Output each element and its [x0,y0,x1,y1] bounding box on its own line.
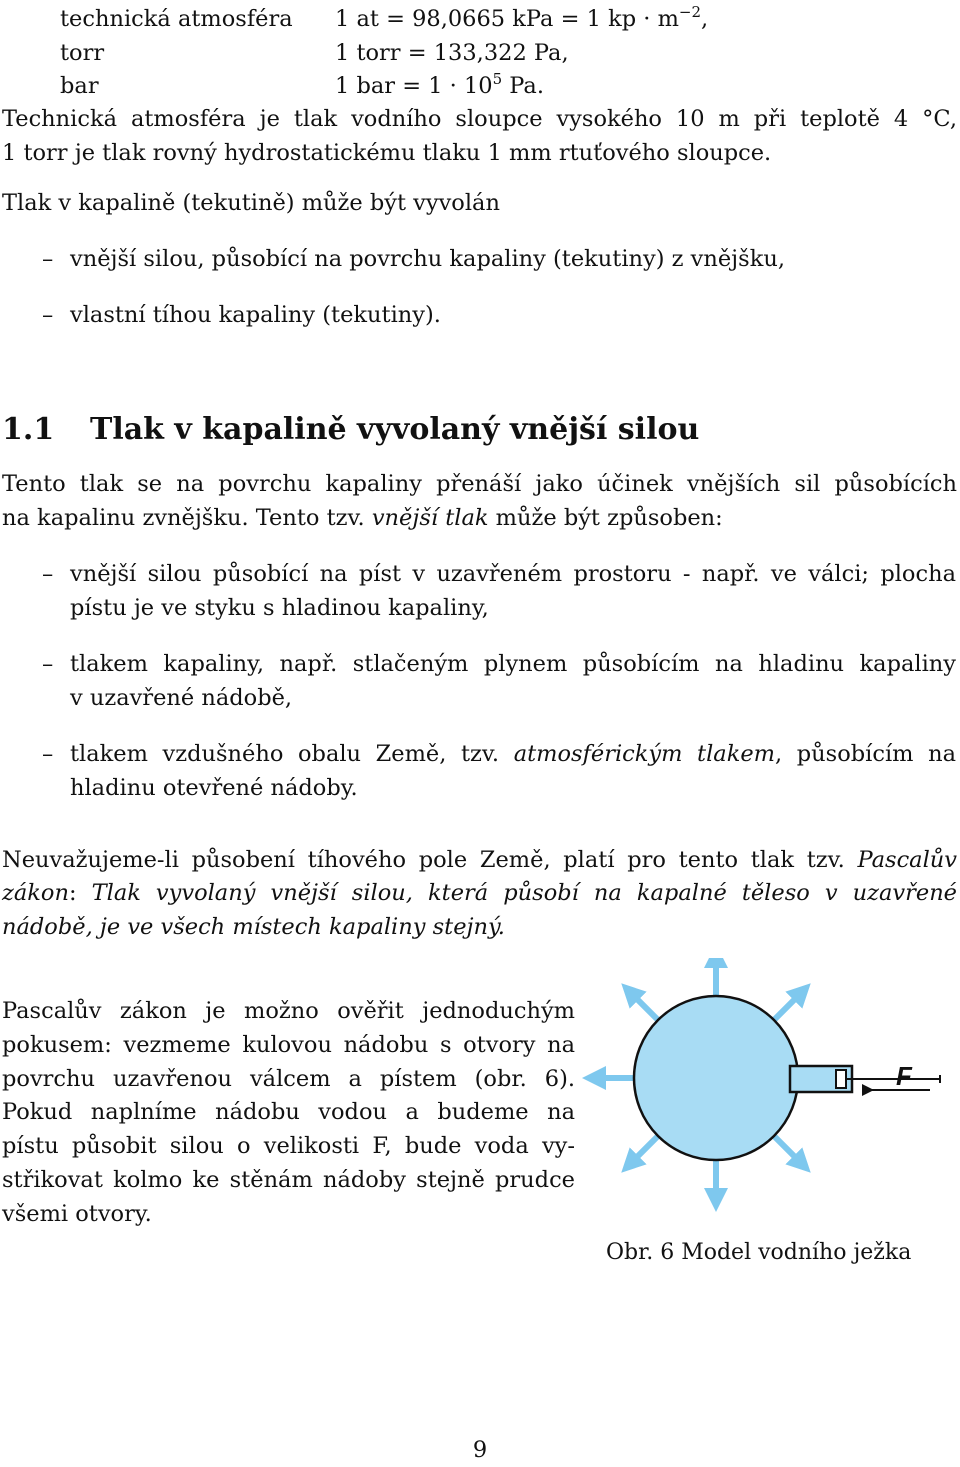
unit-value-technical-atmosphere: 1 at = 98,0665 kPa = 1 kp · $m^{-2}$, [335,3,709,32]
list-item: vlastní tíhou kapaliny (tekutiny). [70,302,441,328]
pascal-law-line: nádobě, je ve všech místech kapaliny stejný. [2,914,505,940]
intro-line: Technická atmosféra je tlak vodního sloupce vysokého 10 m při teplotě 4 °C, [2,106,957,132]
experiment-line: pístu působit silou o velikosti F, bude voda vy- [2,1133,575,1159]
list-dash: – [42,651,54,677]
section-lead-line: na kapalinu zvnějšku. Tento tzv. vnější tlak může být způsoben: [2,505,723,531]
list-item: tlakem kapaliny, např. stlačeným plynem působícím na hladinu kapaliny [70,651,956,677]
figure-caption: Obr. 6 Model vodního ježka [606,1240,912,1265]
section-heading [2,410,699,450]
experiment-line: Pokud naplníme nádobu vodou a budeme na [2,1099,575,1125]
unit-name-torr: torr [60,40,105,66]
list-dash: – [42,302,54,328]
unit-name-technical-atmosphere: technická atmosféra [60,6,293,32]
spherical-vessel [634,996,798,1160]
list-item-continuation: pístu je ve styku s hladinou kapaliny, [70,595,489,621]
list-item-continuation: hladinu otevřené nádoby. [70,775,358,801]
unit-name-bar: bar [60,73,99,99]
experiment-line: pokusem: vezmeme kulovou nádobu s otvory na [2,1032,575,1058]
page-number: 9 [472,1437,488,1463]
pressure-causes-lead: Tlak v kapalině (tekutině) může být vyvolán [2,190,500,216]
experiment-line: povrchu uzavřenou válcem a pístem (obr. 6). [2,1066,575,1092]
list-item: vnější silou, působící na povrchu kapaliny (tekutiny) z vnějšku, [70,246,785,272]
list-dash: – [42,741,54,767]
term-external-pressure: vnější tlak [371,505,489,531]
experiment-line: střikovat kolmo ke stěnám nádoby stejně prudce [2,1167,575,1193]
experiment-line: všemi otvory. [2,1201,152,1227]
piston [836,1070,846,1088]
pascal-law-line: Neuvažujeme-li působení tíhového pole Země, platí pro tento tlak tzv. Pascalův [2,847,957,873]
section-title: Tlak v kapalině vyvolaný vnější silou [90,412,700,447]
list-item: tlakem vzdušného obalu Země, tzv. atmosférickým tlakem, působícím na [70,741,956,767]
section-number: 1.1 [2,412,55,447]
list-dash: – [42,561,54,587]
unit-value-bar: 1 bar = $1 \cdot 10^5$ Pa. [335,70,545,99]
water-hedgehog-figure [580,958,950,1228]
section-lead-line: Tento tlak se na povrchu kapaliny přenáší jako účinek vnějších sil působících [2,471,957,497]
list-dash: – [42,246,54,272]
unit-value-torr: 1 torr = 133,322 Pa, [335,40,569,66]
experiment-line: Pascalův zákon je možno ověřit jednoduchým [2,998,575,1024]
pascal-law-line: zákon: Tlak vyvolaný vnější silou, která působí na kapalné těleso v uzavřené [2,880,957,906]
intro-line: 1 torr je tlak rovný hydrostatickému tlaku 1 mm rtuťového sloupce. [2,140,772,166]
term-atmospheric-pressure: atmosférickým tlakem [513,741,775,767]
force-label: F [896,1061,912,1091]
list-item-continuation: v uzavřené nádobě, [70,685,293,711]
list-item: vnější silou působící na píst v uzavřeném prostoru - např. ve válci; plocha [70,561,956,587]
